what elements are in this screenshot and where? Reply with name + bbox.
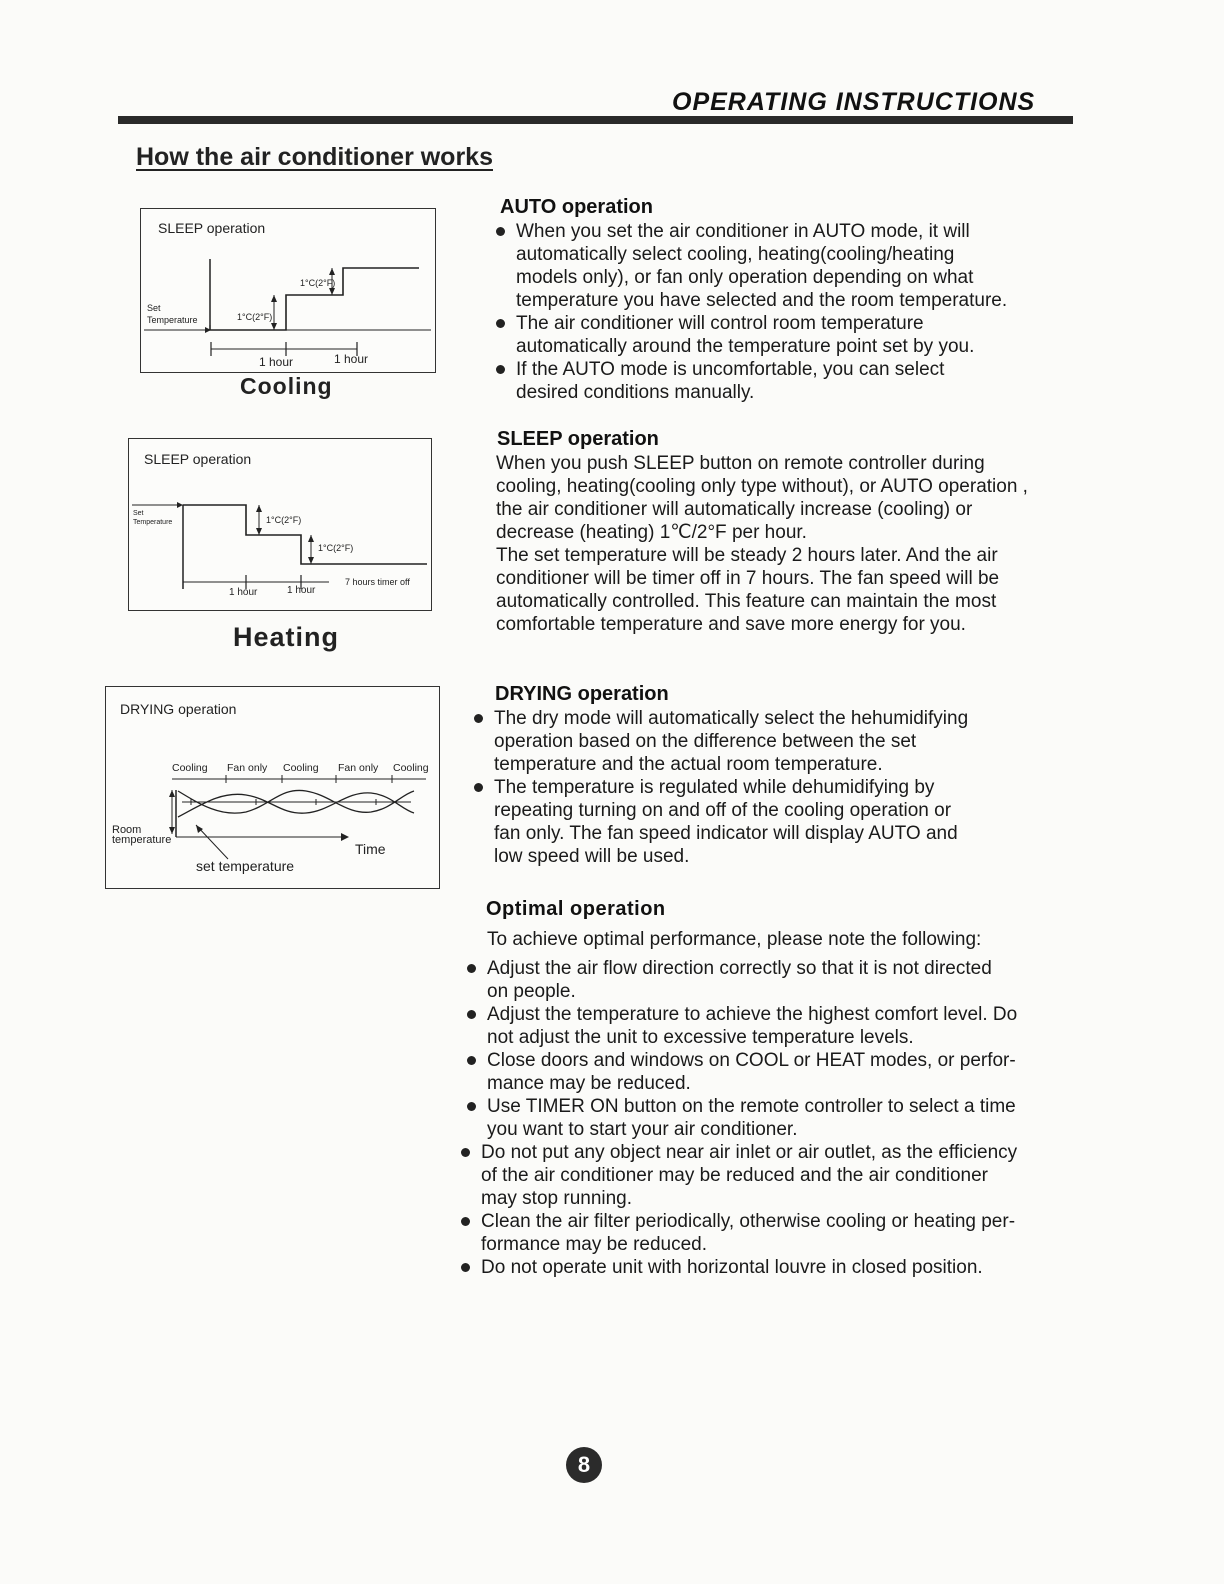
- bullet-icon: [467, 1010, 476, 1019]
- drying-diagram: [105, 686, 440, 889]
- optimal-bullet-3: [465, 1049, 1017, 1095]
- cooling-box-title: SLEEP operation: [158, 220, 266, 236]
- optimal-bullet-2-line-1: Adjust the temperature to achieve the highest comfort level. Do: [487, 1004, 1018, 1025]
- bullet-icon: [467, 1056, 476, 1065]
- drying-time-label: Time: [355, 841, 386, 857]
- drying-bullet-1-line-3: temperature and the actual room temperature.: [494, 754, 883, 775]
- sleep-line-4: decrease (heating) 1℃/2°F per hour.: [496, 522, 807, 543]
- cooling-diagram: [140, 208, 436, 373]
- section-title: How the air conditioner works: [136, 143, 493, 171]
- drying-bullet-2: [472, 776, 968, 868]
- drying-bullet-2-line-1: The temperature is regulated while dehumidifying by: [494, 777, 935, 798]
- auto-bullet-2: [494, 312, 1007, 358]
- optimal-bullet-6-line-1: Clean the air filter periodically, otherwise cooling or heating per-: [481, 1211, 1016, 1232]
- drying-phase-4: Fan only: [338, 762, 379, 774]
- optimal-bullet-7-line-1: Do not operate unit with horizontal louvre in closed position.: [481, 1257, 983, 1278]
- optimal-list: [465, 957, 1017, 1279]
- page-number-badge: 8: [566, 1447, 602, 1483]
- drying-bullet-2-line-3: fan only. The fan speed indicator will display AUTO and: [494, 823, 958, 844]
- cooling-hour-2: 1 hour: [334, 352, 369, 366]
- drying-bullet-1-line-2: operation based on the difference between the set: [494, 731, 917, 752]
- drying-phase-3: Cooling: [283, 762, 319, 774]
- sleep-line-7: automatically controlled. This feature can maintain the most: [496, 591, 997, 612]
- bullet-icon: [461, 1148, 470, 1157]
- optimal-bullet-4-line-1: Use TIMER ON button on the remote controller to select a time: [487, 1096, 1016, 1117]
- optimal-bullet-6: [459, 1210, 1017, 1256]
- bullet-icon: [474, 783, 483, 792]
- drying-heading: DRYING operation: [495, 683, 669, 705]
- auto-bullet-1-line-4: temperature you have selected and the room temperature.: [516, 290, 1008, 311]
- bullet-icon: [467, 1102, 476, 1111]
- bullet-icon: [496, 365, 505, 374]
- auto-bullet-2-line-1: The air conditioner will control room temperature: [516, 313, 924, 334]
- sleep-line-2: cooling, heating(cooling only type without), or AUTO operation ,: [496, 476, 1028, 497]
- heating-step-2: 1°C(2°F): [318, 543, 354, 553]
- sleep-line-3: the air conditioner will automatically increase (cooling) or: [496, 499, 973, 520]
- page-header-title: OPERATING INSTRUCTIONS: [672, 88, 1036, 116]
- drying-temperature-label: temperature: [112, 834, 172, 846]
- heating-step-1: 1°C(2°F): [266, 515, 302, 525]
- auto-heading: AUTO operation: [500, 196, 653, 218]
- drying-phase-5: Cooling: [393, 762, 429, 774]
- optimal-bullet-2-line-2: not adjust the unit to excessive temperature levels.: [487, 1027, 914, 1048]
- cooling-step-2: 1°C(2°F): [300, 278, 336, 288]
- drying-room-label: Room: [112, 824, 142, 836]
- cooling-set-label: Set: [147, 303, 161, 313]
- bullet-icon: [461, 1263, 470, 1272]
- sleep-line-1: When you push SLEEP button on remote controller during: [496, 453, 985, 474]
- auto-bullet-3-line-2: desired conditions manually.: [516, 382, 755, 403]
- optimal-bullet-5: [459, 1141, 1017, 1210]
- heating-hour-1: 1 hour: [229, 587, 258, 598]
- drying-bullet-1: [472, 707, 968, 776]
- optimal-intro: To achieve optimal performance, please note the following:: [487, 929, 982, 950]
- heating-diagram: [128, 438, 432, 611]
- optimal-bullet-2: [465, 1003, 1017, 1049]
- bullet-icon: [461, 1217, 470, 1226]
- sleep-heading: SLEEP operation: [497, 428, 659, 450]
- sleep-line-6: conditioner will be timer off in 7 hours. The fan speed will be: [496, 568, 1000, 589]
- optimal-bullet-3-line-1: Close doors and windows on COOL or HEAT modes, or perfor-: [487, 1050, 1016, 1071]
- optimal-bullet-4-line-2: you want to start your air conditioner.: [487, 1119, 798, 1140]
- bullet-icon: [496, 227, 505, 236]
- sleep-line-8: comfortable temperature and save more energy for you.: [496, 614, 966, 635]
- cooling-caption: Cooling: [240, 373, 333, 399]
- cooling-diagram-graphic: [141, 209, 435, 372]
- auto-bullet-3: [494, 358, 1007, 404]
- drying-bullet-2-line-2: repeating turning on and off of the cooling operation or: [494, 800, 952, 821]
- auto-bullet-1: [494, 220, 1007, 312]
- optimal-bullet-7: [459, 1256, 1017, 1279]
- auto-bullet-1-line-2: automatically select cooling, heating(cooling/heating: [516, 244, 955, 265]
- heating-hour-2: 1 hour: [287, 585, 316, 596]
- optimal-bullet-6-line-2: formance may be reduced.: [481, 1234, 708, 1255]
- bullet-icon: [496, 319, 505, 328]
- drying-set-temperature-label: set temperature: [196, 858, 295, 874]
- bullet-icon: [474, 714, 483, 723]
- heating-box-title: SLEEP operation: [144, 451, 252, 467]
- auto-bullet-1-line-3: models only), or fan only operation depending on what: [516, 267, 974, 288]
- heating-diagram-graphic: [129, 439, 431, 610]
- bullet-icon: [467, 964, 476, 973]
- heating-timer-label: 7 hours timer off: [345, 577, 410, 587]
- drying-box-title: DRYING operation: [120, 701, 237, 717]
- auto-bullet-3-line-1: If the AUTO mode is uncomfortable, you can select: [516, 359, 945, 380]
- drying-phase-2: Fan only: [227, 762, 268, 774]
- header-rule: [118, 116, 1073, 124]
- drying-phase-1: Cooling: [172, 762, 208, 774]
- heating-temperature-label: Temperature: [133, 519, 173, 526]
- drying-diagram-graphic: [106, 687, 439, 888]
- auto-list: [494, 220, 1007, 404]
- optimal-bullet-3-line-2: mance may be reduced.: [487, 1073, 691, 1094]
- drying-bullet-1-line-1: The dry mode will automatically select the hehumidifying: [494, 708, 969, 729]
- auto-bullet-1-line-1: When you set the air conditioner in AUTO mode, it will: [516, 221, 970, 242]
- drying-list: [472, 707, 968, 868]
- optimal-bullet-5-line-3: may stop running.: [481, 1188, 633, 1209]
- cooling-temperature-label: Temperature: [147, 315, 198, 325]
- optimal-bullet-5-line-2: of the air conditioner may be reduced and the air conditioner: [481, 1165, 988, 1186]
- cooling-hour-1: 1 hour: [259, 355, 294, 369]
- drying-bullet-2-line-4: low speed will be used.: [494, 846, 690, 867]
- optimal-bullet-1-line-2: on people.: [487, 981, 576, 1002]
- cooling-step-1: 1°C(2°F): [237, 312, 273, 322]
- optimal-bullet-4: [465, 1095, 1017, 1141]
- heating-set-label: Set: [133, 510, 144, 517]
- optimal-heading: Optimal operation: [486, 898, 666, 920]
- sleep-line-5: The set temperature will be steady 2 hours later. And the air: [496, 545, 998, 566]
- auto-bullet-2-line-2: automatically around the temperature point set by you.: [516, 336, 975, 357]
- heating-caption: Heating: [233, 622, 340, 652]
- optimal-bullet-1-line-1: Adjust the air flow direction correctly so that it is not directed: [487, 958, 992, 979]
- optimal-bullet-1: [465, 957, 1017, 1003]
- sleep-paragraph: [496, 452, 1028, 636]
- optimal-bullet-5-line-1: Do not put any object near air inlet or air outlet, as the efficiency: [481, 1142, 1018, 1163]
